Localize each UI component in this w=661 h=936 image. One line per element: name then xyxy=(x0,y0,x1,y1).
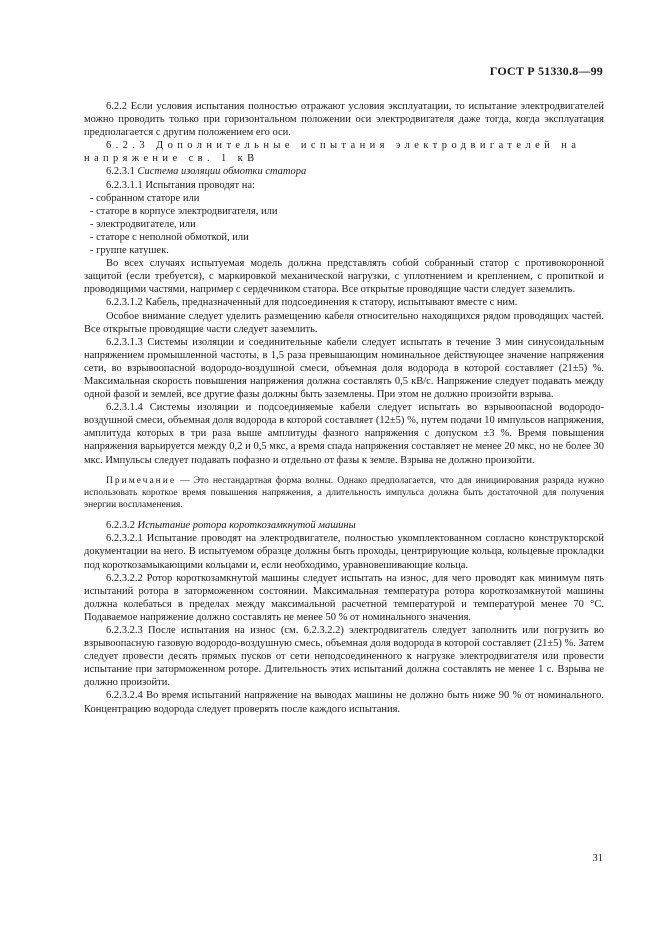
clause-title: Испытание ротора короткозамкнутой машины xyxy=(137,520,356,532)
list-item: - электродвигателе, или xyxy=(90,218,196,230)
clause-6-2-3-2-heading xyxy=(84,519,604,532)
clause-6-2-3-2-3: 6.2.3.2.3 После испытания на износ (см. 6.2.3.2.2) электродвигатель следует заполнить или погрузить во взрывоопасную газовую водородо-воздушную смесь, объемная доля водорода в которой составляет (21±5) %. Затем следует провести десять прямых пусков от сети неподсоединенного к нагрузке электродвигателя или провести испытание при заторможенном роторе. Длительность этих испытаний должна составлять не менее 1 с. Взрыва не должно произойти. xyxy=(84,624,604,689)
clause-6-2-3-1-4: 6.2.3.1.4 Системы изоляции и подсоединяемые кабели следует испытать во взрывоопасной водородо-воздушной смеси, объемная доля водорода в которой составляет (12±5) %, путем подачи 10 импульсов напряжения, амплитуда которых в три раза выше амплитуды фазного напряжения с допуском ±3 %. Время повышения напряжения варьируется между 0,2 и 0,5 мкс, а время спада напряжения составляет не менее 20 мкс, но не более 30 мкс. Импульсы следует подавать пофазно и отдельно от фазы к земле. Взрыва не должно произойти. xyxy=(84,402,604,466)
list-item: - статоре с неполной обмоткой, или xyxy=(90,231,249,243)
clause-number: 6.2.3.2 xyxy=(106,520,135,532)
standard-header: ГОСТ Р 51330.8—99 xyxy=(489,64,603,78)
page-number: 31 xyxy=(592,853,603,864)
clause-6-2-3-1-1: 6.2.3.1.1 Испытания проводят на: xyxy=(106,179,255,191)
document-body xyxy=(84,100,604,716)
clause-number: 6.2.3.1 xyxy=(106,166,135,178)
clause-6-2-3-heading: 6.2.3 Дополнительные испытания электродвигателей на напряжение св. 1 кВ xyxy=(84,140,581,165)
clause-title: Система изоляции обмотки статора xyxy=(137,166,307,178)
list-item: - статоре в корпусе электродвигателя, или xyxy=(90,205,278,217)
note-text: — Это нестандартная форма волны. Однако предполагается, что для инициирования разряда нужно использовать короткое время повышения напряжения, а длительность импульса должна быть достаточной для получения энергии воспламенения. xyxy=(84,475,604,511)
clause-6-2-3-2-2: 6.2.3.2.2 Ротор короткозамкнутой машины следует испытать на износ, для чего проводят как минимум пять испытаний ротора в заторможенном состоянии. Максимальная температура ротора короткозамкнутой машины должна колебаться в пределах между максимальной расчетной температурой и температурой менее 70 °С. Подаваемое напряжение должно составлять не менее 50 % от номинального значения. xyxy=(84,572,604,623)
list-item: - группе катушек. xyxy=(90,245,169,257)
clause-6-2-3-1-heading xyxy=(84,165,604,178)
clause-6-2-2: 6.2.2 Если условия испытания полностью отражают условия эксплуатации, то испытание электродвигателей можно проводить только при горизонтальном положении оси электродвигателя даже тогда, когда эксплуатация предполагается с другим положением его оси. xyxy=(84,101,604,139)
clause-6-2-3-2-1: 6.2.3.2.1 Испытание проводят на электродвигателе, полностью укомплектованном согласно конструкторской документации на него. В испытуемом образце должны быть проходы, центрирующие кольца, кольцевые прокладки под короткозамыкающими кольцами и, если необходимо, уравновешивающие кольца. xyxy=(84,533,604,571)
clause-6-2-3-1-2: 6.2.3.1.2 Кабель, предназначенный для подсоединения к статору, испытывают вместе с ним. xyxy=(106,297,518,309)
note xyxy=(84,475,604,512)
paragraph-cable: Особое внимание следует уделить размещению кабеля относительно находящихся рядом проводящих частей. Все открытые проводящие части следует заземлить. xyxy=(84,310,604,335)
note-label: Примечание xyxy=(106,475,177,486)
clause-6-2-3-2-4: 6.2.3.2.4 Во время испытаний напряжение на выводах машины не должно быть ниже 90 % от номинального. Концентрацию водорода следует проверять после каждого испытания. xyxy=(84,690,604,715)
paragraph-all-cases: Во всех случаях испытуемая модель должна представлять собой собранный статор с противокоронной защитой (если требуется), с маркировкой механической нагрузки, с уплотнением и креплением, с пропиткой и проводящими частями, например с сердечником статора. Все открытые проводящие части следует заземлить. xyxy=(84,258,604,296)
list-item: - собранном статоре или xyxy=(90,192,200,204)
clause-6-2-3-1-3: 6.2.3.1.3 Системы изоляции и соединительные кабели следует испытать в течение 3 мин синусоидальным напряжением промышленной частоты, в 1,5 раза превышающим номинальное действующее значение напряжения сети, во взрывоопасной водородо-воздушной смеси, объемная доля водорода в которой составляет (21±5) %. Максимальная скорость повышения напряжения должна составлять 0,5 кВ/с. Напряжение следует подавать между одной фазой и землей, все другие фазы должны быть заземлены. При этом не должно произойти взрыва. xyxy=(84,336,604,401)
